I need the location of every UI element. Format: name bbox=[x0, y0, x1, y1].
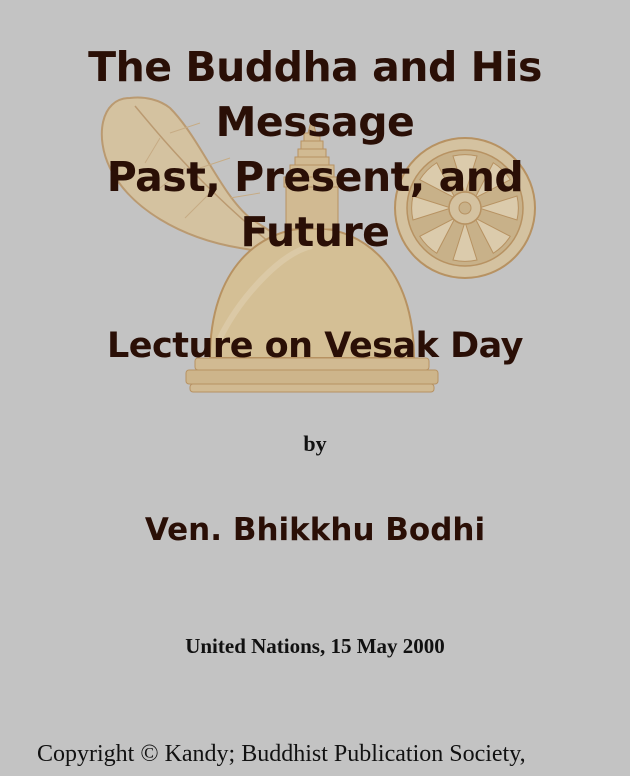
title-line: The Buddha and His bbox=[88, 43, 542, 91]
author-name: Ven. Bhikkhu Bodhi bbox=[144, 512, 486, 548]
title-line: Past, Present, and bbox=[106, 153, 524, 201]
title-line: Message bbox=[215, 98, 415, 146]
copyright-notice: Copyright © Kandy; Buddhist Publication Society, bbox=[37, 741, 526, 767]
venue-date: United Nations, 15 May 2000 bbox=[185, 634, 445, 658]
document-subtitle: Lecture on Vesak Day bbox=[107, 326, 523, 366]
title-line: Future bbox=[240, 208, 390, 256]
byline-label: by bbox=[303, 431, 327, 456]
document-title bbox=[0, 40, 630, 260]
